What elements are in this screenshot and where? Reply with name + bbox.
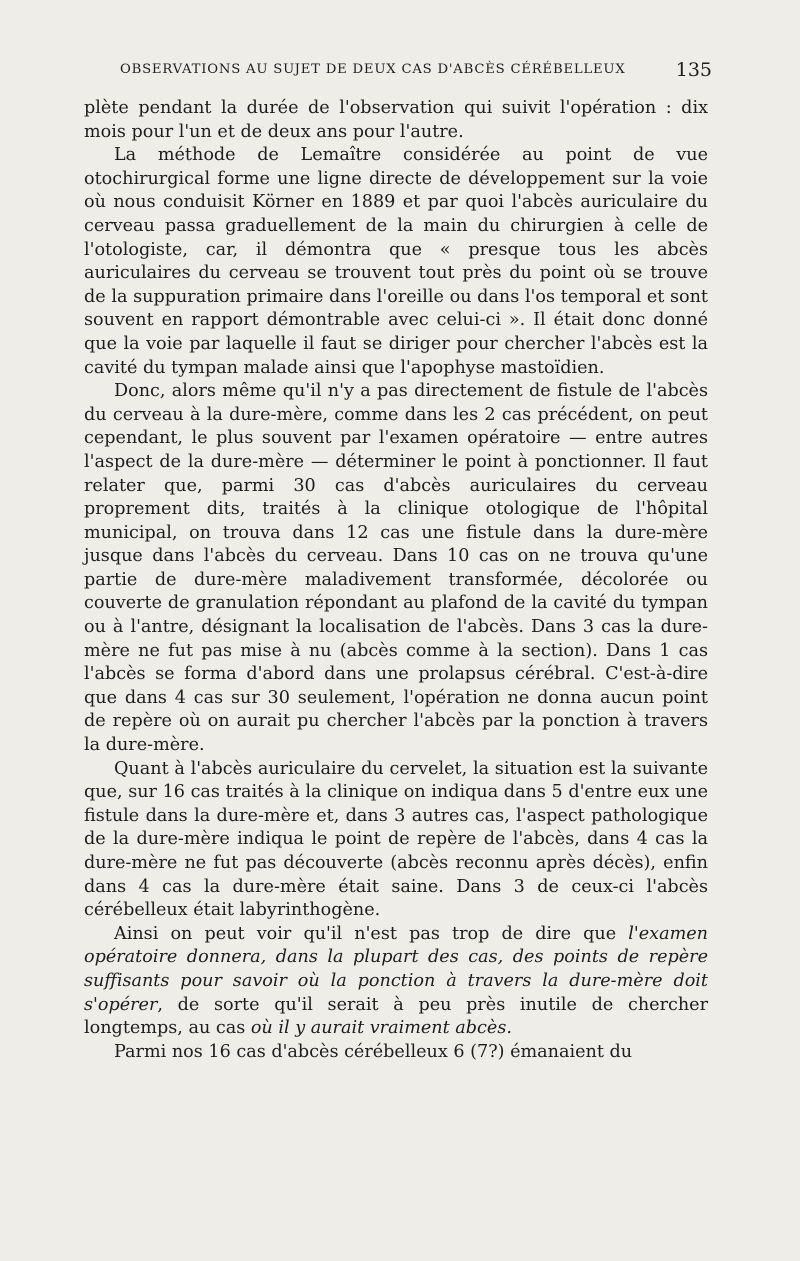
body-text (84, 97, 708, 1064)
running-head (84, 60, 712, 84)
text-run: Quant à l'abcès auriculaire du cervelet, la situation est la suivante que, sur 16 cas traités à la clinique on indiqua dans 5 d'entre eux une fistule dans la dure-mère et, dans 3 autres cas, l'aspect pathologique de la dure-mère indiqua le point de repère de l'abcès, dans 4 cas la dure-mère ne fut pas découverte (abcès reconnu après décès), enfin dans 4 cas la dure-mère était saine. Dans 3 de ceux-ci l'abcès cérébelleux était labyrinthogène. (84, 758, 708, 921)
paragraph-p4 (84, 758, 708, 923)
text-run: Parmi nos 16 cas d'abcès cérébelleux 6 (7?) émanaient du (114, 1041, 633, 1062)
italic-text: où il y aurait vraiment abcès. (250, 1018, 512, 1039)
running-title: OBSERVATIONS AU SUJET DE DEUX CAS D'ABCÈS CÉRÉBELLEUX (120, 62, 626, 77)
paragraph-p3 (84, 380, 708, 758)
text-run: Donc, alors même qu'il n'y a pas directement de fistule de l'abcès du cerveau à la dure-mère, comme dans les 2 cas précédent, on peut cependant, le plus souvent par l'examen opératoire — entre autres l'aspect de la dure-mère — déterminer le point à ponctionner. Il faut relater que, parmi 30 cas d'abcès auriculaires du cerveau proprement dits, traités à la clinique otologique de l'hôpital municipal, on trouva dans 12 cas une fistule dans la dure-mère jusque dans l'abcès du cerveau. Dans 10 cas on ne trouva qu'une partie de dure-mère maladivement transformée, décolorée ou couverte de granulation répondant au plafond de la cavité du tympan ou à l'antre, désignant la localisation de l'abcès. Dans 3 cas la dure-mère ne fut pas mise à nu (abcès comme à la section). Dans 1 cas l'abcès se forma d'abord dans une prolapsus cérébral. C'est-à-dire que dans 4 cas sur 30 seulement, l'opération ne donna aucun point de repère où on aurait pu chercher l'abcès par la ponction à travers la dure-mère. (84, 381, 708, 756)
italic-text: l'examen opératoire donnera, dans la plupart des cas, des points de repère suffisants pour savoir où la ponction à travers la dure-mère doit s'opérer (84, 923, 708, 1015)
page-number: 135 (675, 59, 712, 81)
paragraph-p1 (84, 97, 708, 144)
paragraph-p2 (84, 144, 708, 380)
text-run: , de sorte qu'il serait à peu près inutile de chercher longtemps, au cas (84, 994, 708, 1039)
text-run: Ainsi on peut voir qu'il n'est pas trop de dire que (114, 923, 629, 944)
paragraph-p6 (84, 1041, 708, 1065)
text-run: La méthode de Lemaître considérée au point de vue otochirurgical forme une ligne directe de développement sur la voie où nous conduisit Körner en 1889 et par quoi l'abcès auriculaire du cerveau passa graduellement de la main du chirurgien à celle de l'otologiste, car, il démontra que « presque tous les abcès auriculaires du cerveau se trouvent tout près du point où se trouve de la suppuration primaire dans l'oreille ou dans l'os temporal et sont souvent en rapport démontrable avec celui-ci ». Il était donc donné que la voie par laquelle il faut se diriger pour chercher l'abcès est la cavité du tympan malade ainsi que l'apophyse mastoïdien. (84, 145, 708, 378)
text-run: plète pendant la durée de l'observation qui suivit l'opération : dix mois pour l'un et de deux ans pour l'autre. (84, 98, 708, 142)
paragraph-p5 (84, 923, 708, 1041)
